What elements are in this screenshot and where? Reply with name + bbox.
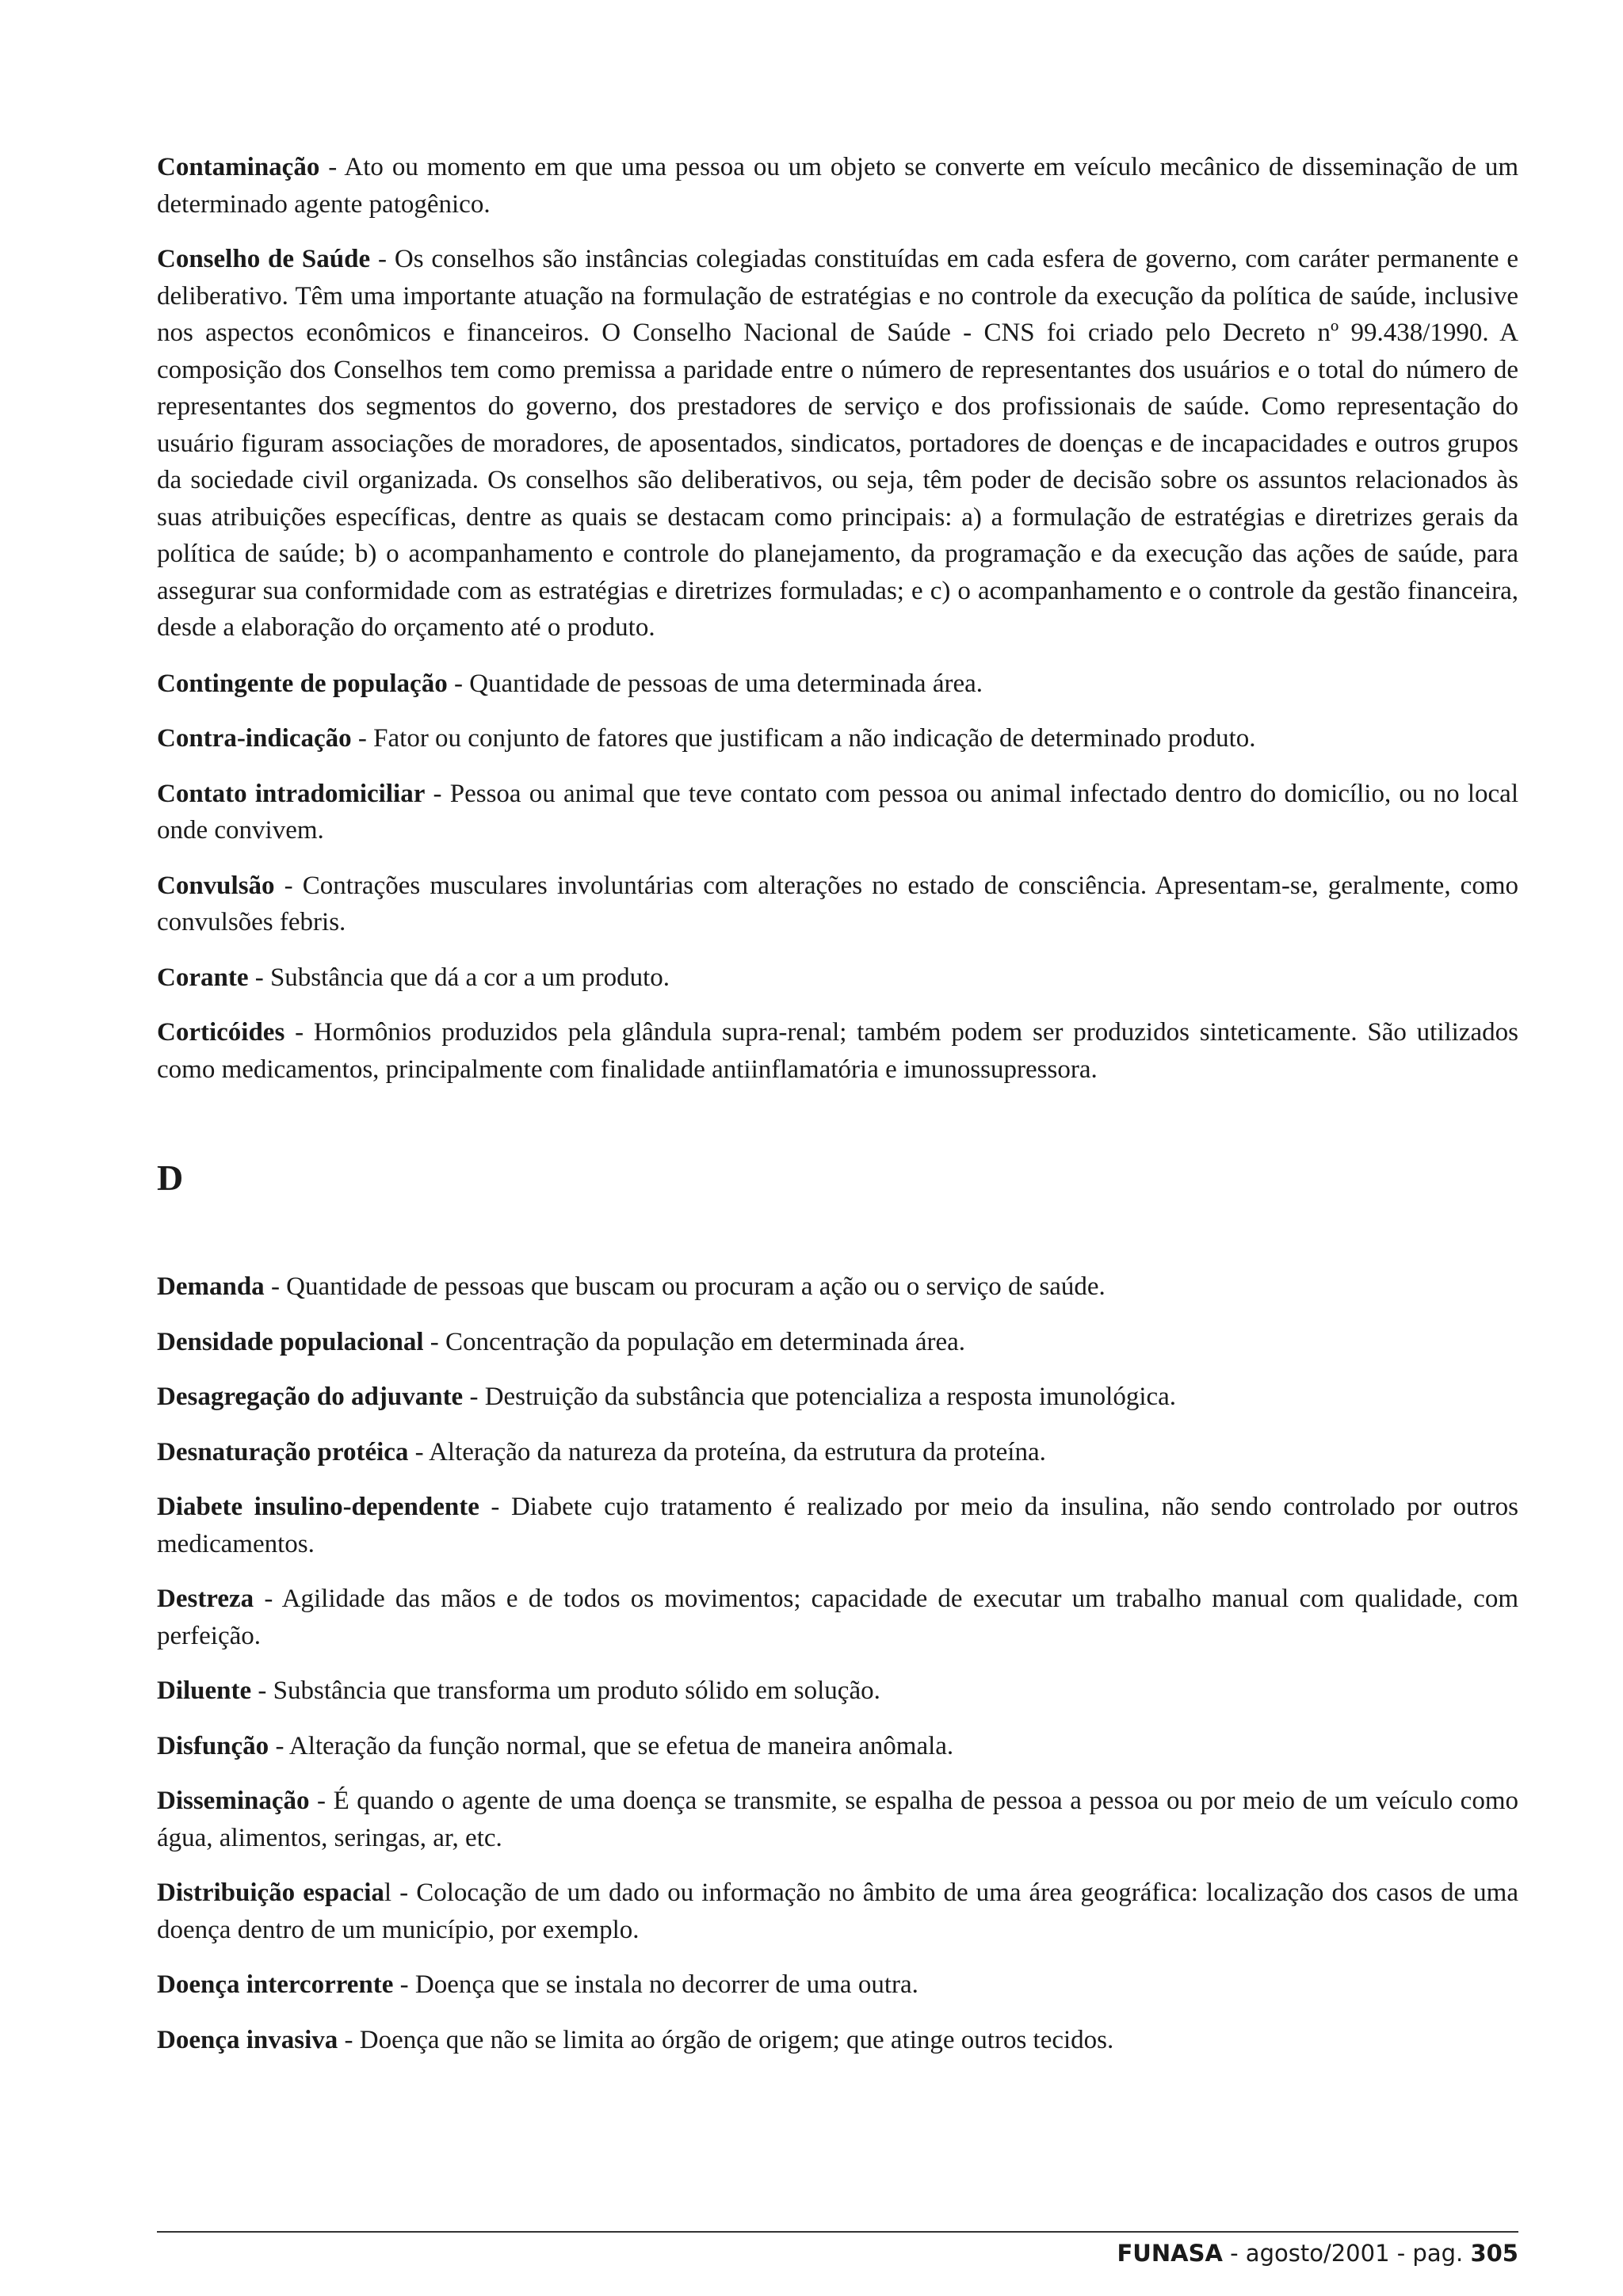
entry-term: Diabete insulino-dependente (157, 1493, 479, 1521)
entry-definition: - Agilidade das mãos e de todos os movimentos; capacidade de executar um trabalho manual com qualidade, com perfeição. (157, 1585, 1518, 1650)
entry-term: Densidade populacional (157, 1327, 424, 1356)
glossary-entry (157, 1581, 1518, 1654)
footer-date: - agosto/2001 - pag. (1222, 2240, 1471, 2267)
glossary-entry (157, 1014, 1518, 1088)
glossary-entry (157, 666, 1518, 703)
glossary-entry (157, 1966, 1518, 2004)
entry-definition: - Concentração da população em determinada área. (423, 1327, 965, 1356)
entry-definition: - Contrações musculares involuntárias com alterações no estado de consciência. Apresentam-se, geralmente, como convulsões febris. (157, 871, 1518, 936)
entry-term: Doença intercorrente (157, 1970, 394, 1999)
entry-definition: - Pessoa ou animal que teve contato com pessoa ou animal infectado dentro do domicílio, ou no local onde convivem. (157, 779, 1518, 845)
glossary-entry (157, 149, 1518, 223)
entry-term: Desnaturação protéica (157, 1437, 409, 1466)
glossary-entry (157, 1783, 1518, 1856)
entry-term: Contato intradomiciliar (157, 779, 426, 808)
glossary-entry (157, 1324, 1518, 1361)
glossary-entry (157, 1379, 1518, 1416)
entry-term: Distribuição espacia (157, 1878, 384, 1907)
entry-term: Corante (157, 963, 249, 992)
page-number: 305 (1470, 2240, 1518, 2267)
glossary-entry (157, 1672, 1518, 1710)
glossary-entry (157, 2022, 1518, 2059)
glossary-entry (157, 1268, 1518, 1306)
entry-definition: - Substância que transforma um produto sólido em solução. (251, 1676, 880, 1705)
footer-brand: FUNASA (1117, 2240, 1223, 2267)
entry-term: Contaminação (157, 153, 320, 181)
footer-divider (157, 2231, 1518, 2233)
entry-term: Diluente (157, 1676, 252, 1705)
entry-term: Disseminação (157, 1787, 310, 1815)
glossary-entry (157, 1489, 1518, 1562)
entry-definition: - Alteração da função normal, que se efetua de maneira anômala. (269, 1731, 954, 1760)
glossary-entry (157, 720, 1518, 757)
entry-definition: - Hormônios produzidos pela glândula supra-renal; também podem ser produzidos sinteticamente. São utilizados como medicamentos, principalmente com finalidade antiinflamatória e imunossupressora. (157, 1018, 1518, 1084)
entry-definition: - É quando o agente de uma doença se transmite, se espalha de pessoa a pessoa ou por meio de um veículo como água, alimentos, seringas, ar, etc. (157, 1787, 1518, 1852)
entry-definition: - Quantidade de pessoas que buscam ou procuram a ação ou o serviço de saúde. (264, 1272, 1106, 1301)
entry-term: Destreza (157, 1585, 254, 1613)
entry-term: Demanda (157, 1272, 265, 1301)
page-footer (1117, 2237, 1519, 2269)
entry-definition: - Os conselhos são instâncias colegiadas constituídas em cada esfera de governo, com caráter permanente e deliberativo. Têm uma importante atuação na formulação de estratégias e no controle da execução da política de saúde, inclusive nos aspectos econômicos e financeiros. O Conselho Nacional de Saúde - CNS foi criado pelo Decreto nº 99.438/1990. A composição dos Conselhos tem como premissa a paridade entre o número de representantes dos usuários e o total do número de representantes dos segmentos do governo, dos prestadores de serviço e dos profissionais de saúde. Como representação do usuário figuram associações de moradores, de aposentados, sindicatos, portadores de doenças e de incapacidades e outros grupos da sociedade civil organizada. Os conselhos são deliberativos, ou seja, têm poder de decisão sobre os assuntos relacionados às suas atribuições específicas, dentre as quais se destacam como principais: a) a formulação de estratégias e diretrizes gerais da política de saúde; b) o acompanhamento e controle do planejamento, da programação e da execução das ações de saúde, para assegurar sua conformidade com as estratégias e diretrizes formuladas; e c) o acompanhamento e o controle da gestão financeira, desde a elaboração do orçamento até o produto. (157, 245, 1518, 642)
entry-definition: - Doença que se instala no decorrer de uma outra. (393, 1970, 918, 1999)
entry-definition: - Destruição da substância que potencializa a resposta imunológica. (463, 1383, 1177, 1411)
entry-definition: - Alteração da natureza da proteína, da estrutura da proteína. (408, 1437, 1046, 1466)
glossary-entry (157, 241, 1518, 646)
glossary-entry (157, 959, 1518, 997)
entry-term: Conselho de Saúde (157, 245, 371, 273)
section-letter-heading: D (157, 1158, 184, 1198)
section-c (157, 149, 1518, 1088)
entry-definition: - Doença que não se limita ao órgão de origem; que atinge outros tecidos. (338, 2025, 1114, 2054)
section-d (157, 1268, 1518, 2058)
glossary-entry (157, 1875, 1518, 1948)
entry-definition: - Fator ou conjunto de fatores que justificam a não indicação de determinado produto. (351, 724, 1256, 753)
glossary-entry (157, 868, 1518, 941)
entry-term: Contingente de população (157, 669, 448, 698)
entry-term: Disfunção (157, 1731, 269, 1760)
entry-definition: - Substância que dá a cor a um produto. (248, 963, 670, 992)
glossary-entry (157, 1728, 1518, 1765)
entry-term: Desagregação do adjuvante (157, 1383, 464, 1411)
entry-term: Doença invasiva (157, 2025, 338, 2054)
glossary-page (157, 149, 1518, 2077)
entry-definition: - Diabete cujo tratamento é realizado por meio da insulina, não sendo controlado por outros medicamentos. (157, 1493, 1518, 1558)
entry-term: Corticóides (157, 1018, 285, 1047)
glossary-entry (157, 776, 1518, 849)
entry-term: Convulsão (157, 871, 275, 900)
entry-definition: - Quantidade de pessoas de uma determinada área. (447, 669, 983, 698)
entry-term: Contra-indicação (157, 724, 352, 753)
entry-definition: l - Colocação de um dado ou informação no âmbito de uma área geográfica: localização dos casos de uma doença dentro de um município, por exemplo. (157, 1878, 1519, 1944)
entry-definition: - Ato ou momento em que uma pessoa ou um objeto se converte em veículo mecânico de disseminação de um determinado agente patogênico. (157, 153, 1518, 219)
glossary-entry (157, 1434, 1518, 1471)
